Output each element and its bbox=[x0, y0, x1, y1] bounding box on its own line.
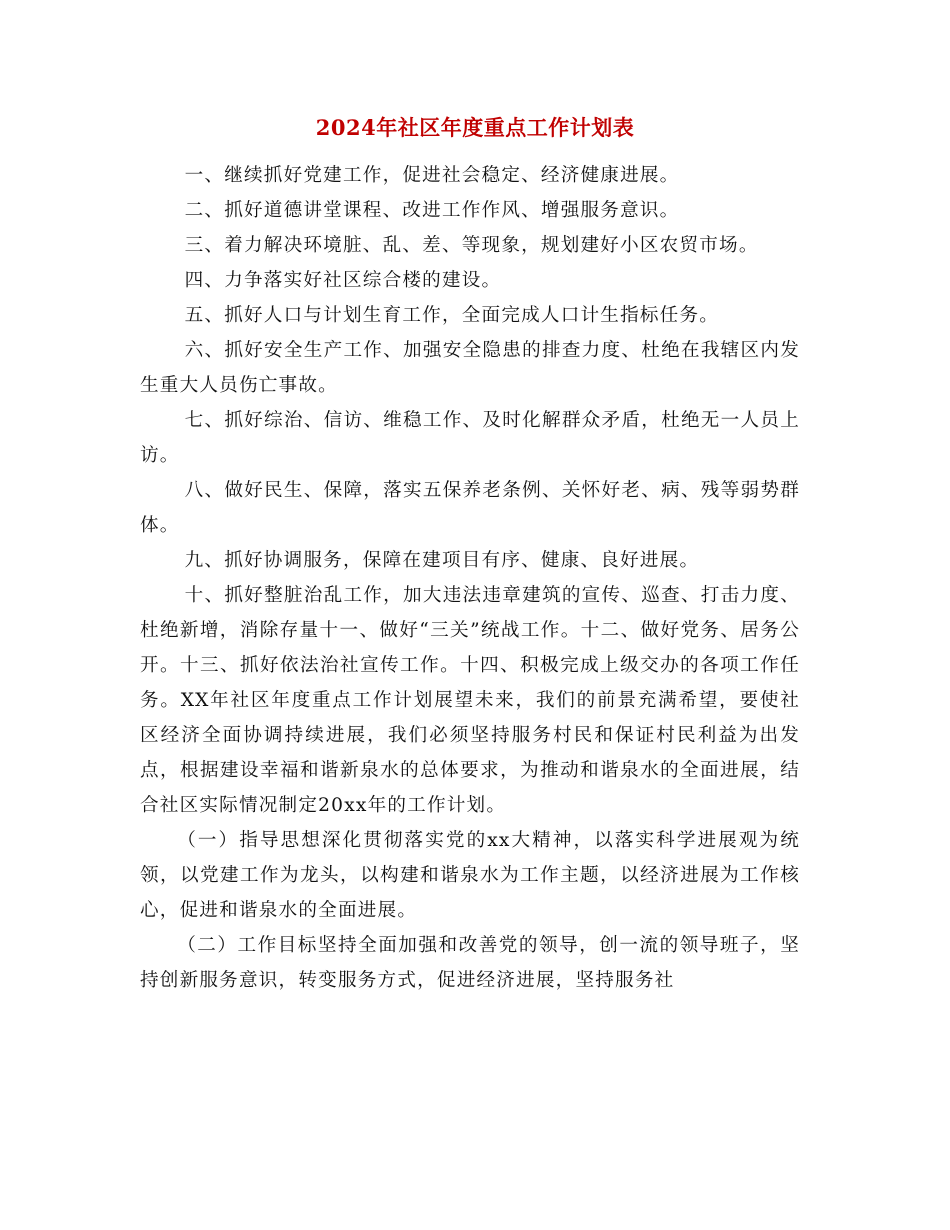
paragraph-3: 三、着力解决环境脏、乱、差、等现象，规划建好小区农贸市场。 bbox=[184, 235, 759, 256]
paragraph-5: 五、抓好人口与计划生育工作，全面完成人口计生指标任务。 bbox=[184, 305, 720, 326]
paragraph-10: 十、抓好整脏治乱工作，加大违法违章建筑的宣传、巡查、打击力度、杜绝新增，消除存量十一、做好“三关”统战工作。十二、做好党务、居务公开。十三、抓好依法治社宣传工作。十四、积极完成上级交办的各项工作任务。XX年社区年度重点工作计划展望未来，我们的前景充满希望，要使社区经济全面协调持续进展，我们必须坚持服务村民和保证村民利益为出发点，根据建设幸福和谐新泉水的总体要求，为推动和谐泉水的全面进展，结合社区实际情况制定20xx年的工作计划。 bbox=[140, 585, 800, 816]
paragraph-work-goals: （二）工作目标坚持全面加强和改善党的领导，创一流的领导班子，坚持创新服务意识，转变服务方式，促进经济进展，坚持服务社 bbox=[140, 935, 800, 991]
paragraph-7: 七、抓好综治、信访、维稳工作、及时化解群众矛盾，杜绝无一人员上访。 bbox=[140, 410, 800, 466]
paragraph-6: 六、抓好安全生产工作、加强安全隐患的排查力度、杜绝在我辖区内发生重大人员伤亡事故。 bbox=[140, 340, 800, 396]
paragraph-2: 二、抓好道德讲堂课程、改进工作作风、增强服务意识。 bbox=[184, 200, 680, 221]
document-body bbox=[140, 158, 800, 998]
document-title: 2024年社区年度重点工作计划表 bbox=[315, 115, 635, 140]
paragraph-guiding-ideology: （一）指导思想深化贯彻落实党的xx大精神，以落实科学进展观为统领，以党建工作为龙头，以构建和谐泉水为工作主题，以经济进展为工作核心，促进和谐泉水的全面进展。 bbox=[140, 830, 800, 921]
paragraph-1: 一、继续抓好党建工作，促进社会稳定、经济健康进展。 bbox=[184, 165, 680, 186]
paragraph-9: 九、抓好协调服务，保障在建项目有序、健康、良好进展。 bbox=[184, 550, 700, 571]
paragraph-4: 四、力争落实好社区综合楼的建设。 bbox=[184, 270, 502, 291]
paragraph-8: 八、做好民生、保障，落实五保养老条例、关怀好老、病、残等弱势群体。 bbox=[140, 480, 800, 536]
